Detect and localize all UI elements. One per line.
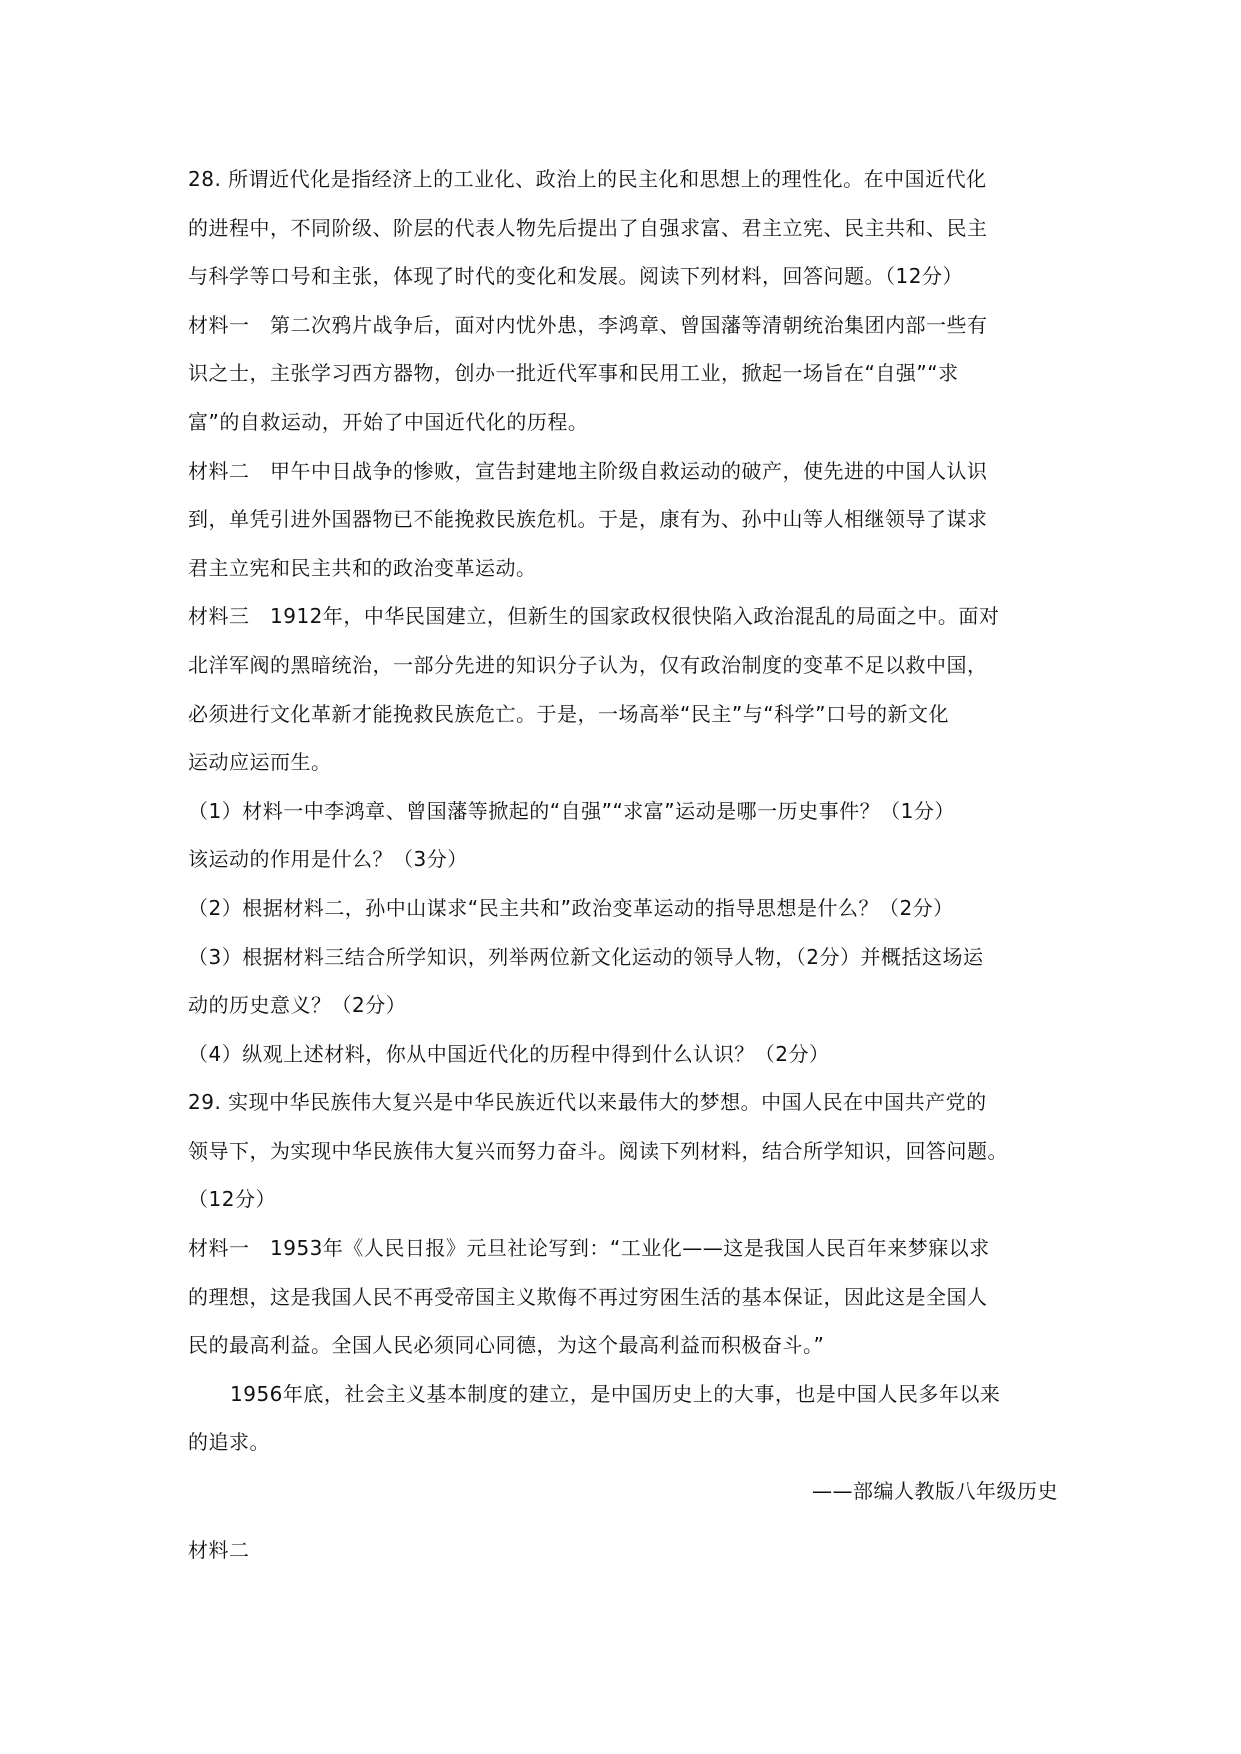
q28-question-line: 该运动的作用是什么？（3分） [188, 847, 468, 872]
q28-intro-line: 与科学等口号和主张，体现了时代的变化和发展。阅读下列材料，回答问题。（12分） [188, 264, 963, 289]
q28-material1-line: 材料一 第二次鸦片战争后，面对内忧外患，李鸿章、曾国藩等清朝统治集团内部一些有 [188, 312, 988, 337]
q29-material2-label: 材料二 [188, 1537, 250, 1562]
q28-material2-line: 到，单凭引进外国器物已不能挽救民族危机。于是，康有为、孙中山等人相继领导了谋求 [188, 507, 988, 532]
q29-intro-line: 领导下，为实现中华民族伟大复兴而努力奋斗。阅读下列材料，结合所学知识，回答问题。 [188, 1138, 1008, 1163]
q29-material1-line: 材料一 1953年《人民日报》元旦社论写到：“工业化——这是我国人民百年来梦寐以求 [188, 1236, 990, 1261]
q28-question-line: 动的历史意义？（2分） [188, 993, 407, 1018]
q28-question-line: （3）根据材料三结合所学知识，列举两位新文化运动的领导人物，（2分）并概括这场运 [188, 944, 984, 969]
q28-question-line: （1）材料一中李鸿章、曾国藩等掀起的“自强”“求富”运动是哪一历史事件？（1分） [188, 798, 955, 823]
q28-material2-line: 材料二 甲午中日战争的惨败，宣告封建地主阶级自救运动的破产，使先进的中国人认识 [188, 458, 988, 483]
q28-material2-line: 君主立宪和民主共和的政治变革运动。 [188, 555, 537, 580]
q29-material1-line: 民的最高利益。全国人民必须同心同德，为这个最高利益而积极奋斗。” [188, 1333, 825, 1358]
q28-material1-line: 识之士，主张学习西方器物，创办一批近代军事和民用工业，掀起一场旨在“自强”“求 [188, 361, 959, 386]
q28-question-line: （2）根据材料二，孙中山谋求“民主共和”政治变革运动的指导思想是什么？（2分） [188, 895, 954, 920]
q28-intro-line: 的进程中，不同阶级、阶层的代表人物先后提出了自强求富、君主立宪、民主共和、民主 [188, 215, 988, 240]
q28-material3-line: 运动应运而生。 [188, 750, 332, 775]
document-content [188, 155, 1058, 1574]
source-citation: ——部编人教版八年级历史 [812, 1479, 1058, 1504]
q28-material3-line: 必须进行文化革新才能挽救民族危亡。于是，一场高举“民主”与“科学”口号的新文化 [188, 701, 949, 726]
q28-intro-line: 28. 所谓近代化是指经济上的工业化、政治上的民主化和思想上的理性化。在中国近代化 [188, 167, 987, 191]
q29-intro-line: 29. 实现中华民族伟大复兴是中华民族近代以来最伟大的梦想。中国人民在中国共产党的 [188, 1090, 987, 1115]
q29-intro-line: （12分） [188, 1187, 276, 1212]
q28-material3-line: 北洋军阀的黑暗统治，一部分先进的知识分子认为，仅有政治制度的变革不足以救中国， [188, 652, 988, 677]
spacer [188, 1516, 1058, 1526]
q29-material1-continuation-line: 的追求。 [188, 1430, 270, 1455]
question-28 [188, 155, 1058, 1078]
q28-material3-line: 材料三 1912年，中华民国建立，但新生的国家政权很快陷入政治混乱的局面之中。面对 [188, 604, 1000, 629]
q29-material1-line: 的理想，这是我国人民不再受帝国主义欺侮不再过穷困生活的基本保证，因此这是全国人 [188, 1284, 988, 1309]
q28-material1-line: 富”的自救运动，开始了中国近代化的历程。 [188, 409, 589, 434]
question-29 [188, 1078, 1058, 1574]
q29-material1-continuation-line: 1956年底，社会主义基本制度的建立，是中国历史上的大事，也是中国人民多年以来 [230, 1381, 1001, 1406]
q28-question-line: （4）纵观上述材料，你从中国近代化的历程中得到什么认识？（2分） [188, 1041, 830, 1066]
